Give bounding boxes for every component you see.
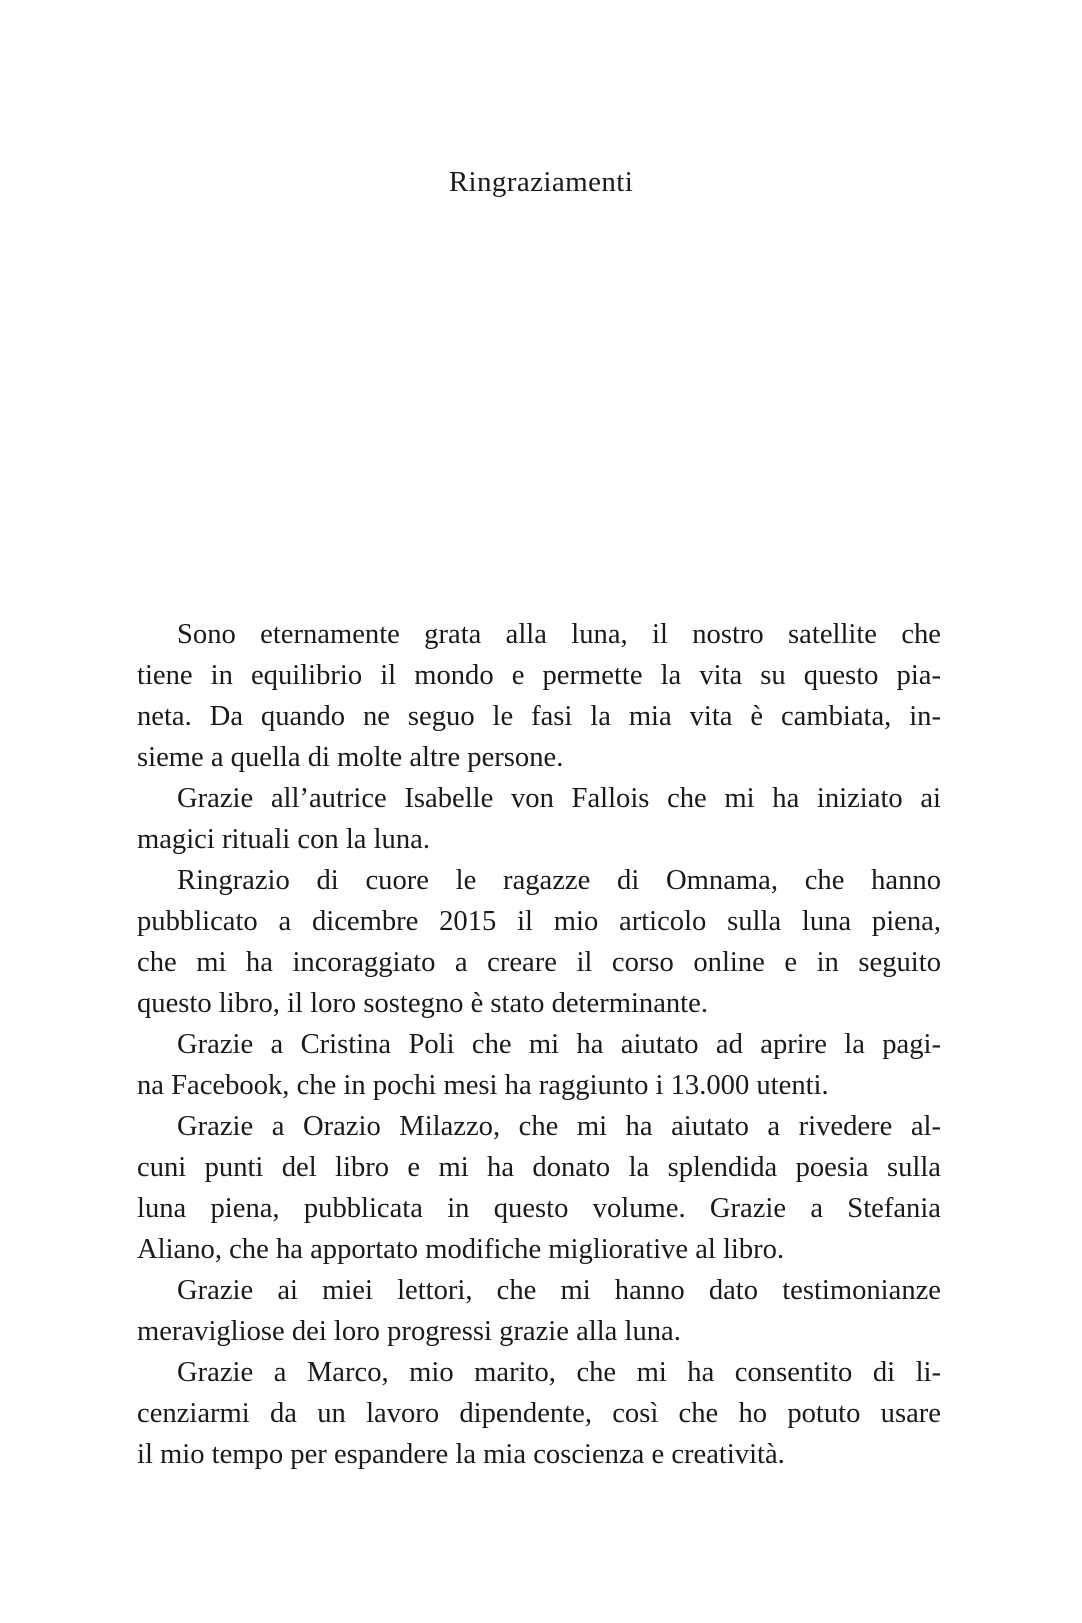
- text-line: cenziarmi da un lavoro dipendente, così che ho potuto usare: [137, 1398, 941, 1429]
- text-line: pubblicato a dicembre 2015 il mio articolo sulla luna piena,: [137, 906, 941, 937]
- text-line: questo libro, il loro sostegno è stato determinante.: [137, 988, 708, 1019]
- paragraph: [137, 778, 941, 860]
- text-line: Aliano, che ha apportato modifiche migliorative al libro.: [137, 1234, 785, 1265]
- text-line: na Facebook, che in pochi mesi ha raggiunto i 13.000 utenti.: [137, 1070, 829, 1101]
- paragraph: [137, 1024, 941, 1106]
- text-line: tiene in equilibrio il mondo e permette la vita su questo pia-: [137, 660, 941, 691]
- text-line: che mi ha incoraggiato a creare il corso online e in seguito: [137, 947, 941, 978]
- text-line: luna piena, pubblicata in questo volume. Grazie a Stefania: [137, 1193, 941, 1224]
- paragraph: [137, 860, 941, 1024]
- page-title: Ringraziamenti: [448, 166, 634, 198]
- text-line: il mio tempo per espandere la mia coscienza e creatività.: [137, 1439, 785, 1470]
- paragraph: [137, 1106, 941, 1270]
- paragraph: [137, 614, 941, 778]
- text-line: Grazie a Marco, mio marito, che mi ha consentito di li-: [177, 1357, 941, 1388]
- text-line: magici rituali con la luna.: [137, 824, 430, 855]
- text-line: cuni punti del libro e mi ha donato la splendida poesia sulla: [137, 1152, 941, 1183]
- acknowledgements-text: [137, 614, 941, 1475]
- text-line: Grazie ai miei lettori, che mi hanno dato testimonianze: [177, 1275, 941, 1306]
- text-line: Ringrazio di cuore le ragazze di Omnama, che hanno: [177, 865, 941, 896]
- text-line: Sono eternamente grata alla luna, il nostro satellite che: [177, 619, 941, 650]
- text-line: Grazie all’autrice Isabelle von Fallois che mi ha iniziato ai: [177, 783, 941, 814]
- text-line: Grazie a Cristina Poli che mi ha aiutato ad aprire la pagi-: [177, 1029, 941, 1060]
- paragraph: [137, 1352, 941, 1475]
- text-line: meravigliose dei loro progressi grazie alla luna.: [137, 1316, 681, 1347]
- text-line: Grazie a Orazio Milazzo, che mi ha aiutato a rivedere al-: [177, 1111, 941, 1142]
- paragraph: [137, 1270, 941, 1352]
- text-line: sieme a quella di molte altre persone.: [137, 742, 564, 773]
- text-line: neta. Da quando ne seguo le fasi la mia vita è cambiata, in-: [137, 701, 941, 732]
